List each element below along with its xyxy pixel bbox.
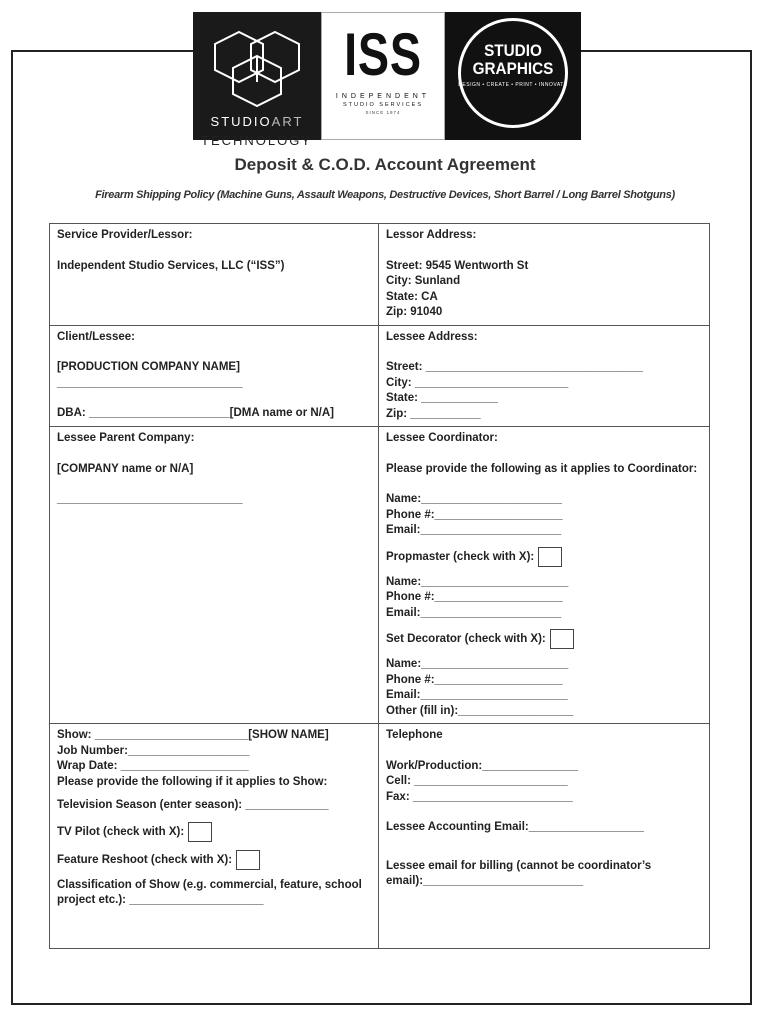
iss-line2: STUDIO SERVICES xyxy=(342,102,424,108)
parent-company-field[interactable]: [COMPANY name or N/A] xyxy=(57,462,194,475)
lessee-address-heading: Lessee Address: xyxy=(386,330,478,343)
agreement-table xyxy=(49,223,710,949)
table-row-parent-coordinator xyxy=(50,427,710,724)
lessee-zip-field[interactable]: Zip: ___________ xyxy=(386,407,481,420)
coordinator-heading: Lessee Coordinator: xyxy=(386,432,498,444)
show-intro: Please provide the following if it applies to Show: xyxy=(57,775,328,788)
lessor-name: Independent Studio Services, LLC (“ISS”) xyxy=(57,259,285,272)
setdec-checkbox[interactable] xyxy=(550,629,574,649)
iss-wordmark: ISS xyxy=(344,21,422,88)
studiographics-tagline: DESIGN • CREATE • PRINT • INNOVATE xyxy=(458,82,568,88)
propmaster-phone-field[interactable]: Phone #:____________________ xyxy=(386,591,563,603)
billing-email-field[interactable]: Lessee email for billing (cannot be coordinator’s email):_________________________ xyxy=(386,859,652,887)
studiographics-wordmark: STUDIO GRAPHICS xyxy=(472,41,554,78)
telephone-cell xyxy=(379,724,710,949)
tv-season-field[interactable]: Television Season (enter season): _____________ xyxy=(57,799,329,811)
page-title: Deposit & C.O.D. Account Agreement xyxy=(234,155,536,174)
studiographics-logo xyxy=(445,12,581,140)
table-row-show-telephone xyxy=(50,724,710,949)
propmaster-label: Propmaster (check with X): xyxy=(386,550,535,563)
parent-company-heading: Lessee Parent Company: xyxy=(57,432,195,444)
lessor-zip: Zip: 91040 xyxy=(386,306,443,318)
table-row-lessee xyxy=(50,325,710,427)
parent-company-blank[interactable]: _____________________________ xyxy=(57,493,243,505)
setdec-row xyxy=(386,629,702,649)
coordinator-name-field[interactable]: Name:______________________ xyxy=(386,493,562,505)
lessor-address-heading: Lessor Address: xyxy=(386,229,477,241)
setdec-name-field[interactable]: Name:_______________________ xyxy=(386,658,569,670)
iss-since: SINCE 1974 xyxy=(365,110,401,115)
setdec-label: Set Decorator (check with X): xyxy=(386,633,546,646)
lessee-state-field[interactable]: State: ____________ xyxy=(386,392,498,404)
feature-reshoot-label: Feature Reshoot (check with X): xyxy=(57,853,233,866)
coordinator-cell xyxy=(379,427,710,724)
studioart-wordmark: STUDIOART xyxy=(210,114,304,129)
classification-field[interactable]: Classification of Show (e.g. commercial, feature, school project etc.): _____________________ xyxy=(57,878,362,906)
coordinator-email-field[interactable]: Email:______________________ xyxy=(386,524,562,536)
lessor-city: City: Sunland xyxy=(386,275,461,287)
telephone-heading: Telephone xyxy=(386,729,443,741)
tv-pilot-label: TV Pilot (check with X): xyxy=(57,825,185,838)
lessor-address-cell xyxy=(379,224,710,326)
lessee-company-field[interactable]: [PRODUCTION COMPANY NAME] xyxy=(57,361,240,373)
propmaster-checkbox[interactable] xyxy=(538,547,562,567)
studioart-technology-label: TECHNOLOGY xyxy=(201,133,313,148)
feature-reshoot-row xyxy=(57,850,371,870)
lessor-heading: Service Provider/Lessor: xyxy=(57,229,193,241)
hexagon-cube-icon xyxy=(201,26,313,108)
lessor-state: State: CA xyxy=(386,290,438,303)
lessee-cell xyxy=(50,325,379,427)
tv-pilot-row xyxy=(57,822,371,842)
propmaster-name-field[interactable]: Name:_______________________ xyxy=(386,575,569,588)
table-row-lessor xyxy=(50,224,710,326)
cell-phone-field[interactable]: Cell: ________________________ xyxy=(386,775,568,787)
propmaster-row xyxy=(386,547,702,567)
feature-reshoot-checkbox[interactable] xyxy=(236,850,260,870)
show-field[interactable]: Show: ________________________[SHOW NAME] xyxy=(57,729,329,741)
fax-field[interactable]: Fax: _________________________ xyxy=(386,790,573,803)
policy-subtitle: Firearm Shipping Policy (Machine Guns, Assault Weapons, Destructive Devices, Short Barrel / Long Barrel Shotguns) xyxy=(95,189,675,201)
coordinator-intro: Please provide the following as it applies to Coordinator: xyxy=(386,462,698,475)
show-cell xyxy=(50,724,379,949)
lessee-heading: Client/Lessee: xyxy=(57,330,135,343)
iss-logo xyxy=(321,12,445,140)
lessor-cell xyxy=(50,224,379,326)
lessee-street-field[interactable]: Street: __________________________________ xyxy=(386,361,644,373)
lessee-address-cell xyxy=(379,325,710,427)
tv-pilot-checkbox[interactable] xyxy=(188,822,212,842)
iss-line1: INDEPENDENT xyxy=(335,93,431,100)
other-field[interactable]: Other (fill in):__________________ xyxy=(386,704,574,717)
parent-company-cell xyxy=(50,427,379,724)
accounting-email-field[interactable]: Lessee Accounting Email:__________________ xyxy=(386,821,644,833)
logo-strip xyxy=(193,12,581,140)
lessee-dba-field[interactable]: DBA: ______________________[DMA name or N/A] xyxy=(57,407,334,419)
work-phone-field[interactable]: Work/Production:_______________ xyxy=(386,759,579,772)
lessor-street: Street: 9545 Wentworth St xyxy=(386,259,529,272)
propmaster-email-field[interactable]: Email:______________________ xyxy=(386,606,562,619)
setdec-phone-field[interactable]: Phone #:____________________ xyxy=(386,673,563,686)
lessee-company-blank[interactable]: _____________________________ xyxy=(57,376,243,389)
job-number-field[interactable]: Job Number:___________________ xyxy=(57,744,250,757)
studioart-logo xyxy=(193,12,321,140)
coordinator-phone-field[interactable]: Phone #:____________________ xyxy=(386,508,563,521)
setdec-email-field[interactable]: Email:_______________________ xyxy=(386,689,568,701)
wrap-date-field[interactable]: Wrap Date: ____________________ xyxy=(57,760,249,772)
lessee-city-field[interactable]: City: ________________________ xyxy=(386,376,569,389)
